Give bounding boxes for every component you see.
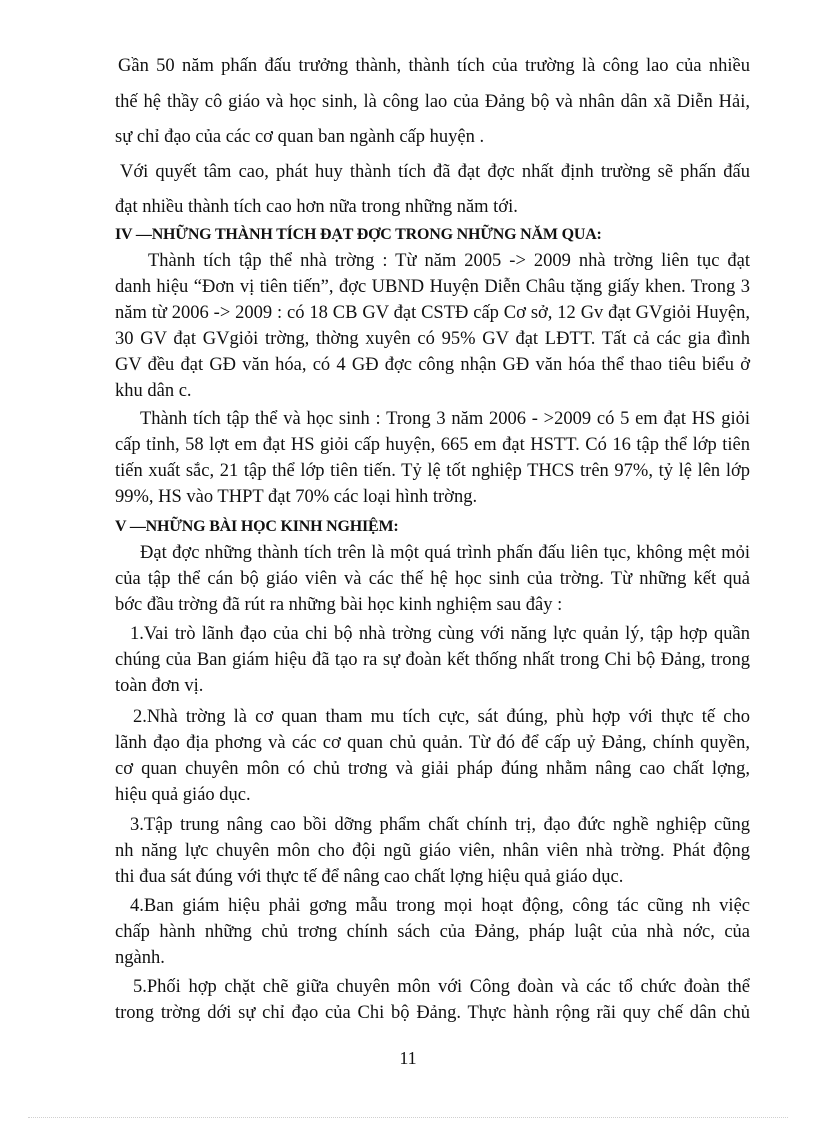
body-line-1: Gần 50 năm phấn đấu trưởng thành, thành tích của trường là công lao của nhiều (118, 56, 750, 76)
body-line-4: Với quyết tâm cao, phát huy thành tích đã đạt đợc nhất định trường sẽ phấn đấu (120, 162, 750, 182)
body-line-10: 30 GV đạt GVgiỏi trờng, thờng xuyên có 95% GV đạt LĐTT. Tất cả các gia đình (115, 329, 750, 349)
body-line-7: Thành tích tập thể nhà trờng : Từ năm 2005 -> 2009 nhà trờng liên tục đạt (148, 251, 750, 271)
item-4-line-1: 4.Ban giám hiệu phải gơng mẫu trong mọi hoạt động, công tác cũng nh việc (130, 896, 750, 916)
page-border (28, 1117, 788, 1118)
item-4-line-2: chấp hành những chủ trơng chính sách của Đảng, pháp luật của nhà nớc, của (115, 922, 750, 942)
body-line-18: Đạt đợc những thành tích trên là một quá trình phấn đấu liên tục, không mệt mỏi (140, 543, 750, 563)
section-heading-v: V —NHỮNG BÀI HỌC KINH NGHIỆM: (115, 518, 399, 535)
body-line-3: sự chỉ đạo của các cơ quan ban ngành cấp huyện . (115, 127, 485, 147)
body-line-16: 99%, HS vào THPT đạt 70% các loại hình trờng. (115, 487, 478, 507)
body-line-20: bớc đầu trờng đã rút ra những bài học kinh nghiệm sau đây : (115, 595, 563, 615)
body-line-19: của tập thể cán bộ giáo viên và các thế hệ học sinh của trờng. Từ những kết quả (115, 569, 750, 589)
body-line-11: GV đều đạt GĐ văn hóa, có 4 GĐ đợc công nhận GĐ văn hóa thể thao tiêu biểu ở (115, 355, 750, 375)
body-line-9: năm từ 2006 -> 2009 : có 18 CB GV đạt CSTĐ cấp Cơ sở, 12 Gv đạt GVgiỏi Huyện, (115, 303, 750, 323)
body-line-5: đạt nhiều thành tích cao hơn nữa trong những năm tới. (115, 197, 518, 217)
item-3-line-3: thi đua sát đúng với thực tế để nâng cao chất lợng hiệu quả giáo dục. (115, 867, 624, 887)
body-line-13: Thành tích tập thể và học sinh : Trong 3 năm 2006 - >2009 có 5 em đạt HS giỏi (140, 409, 750, 429)
body-line-14: cấp tỉnh, 58 lợt em đạt HS giỏi cấp huyện, 665 em đạt HSTT. Có 16 tập thể lớp tiên (115, 435, 750, 455)
item-4-line-3: ngành. (115, 948, 165, 968)
body-line-15: tiến xuất sắc, 21 tập thể lớp tiên tiến. Tỷ lệ tốt nghiệp THCS trên 97%, tỷ lệ lên lớp (115, 461, 750, 481)
item-1-line-3: toàn đơn vị. (115, 676, 204, 696)
item-2-line-1: 2.Nhà trờng là cơ quan tham mu tích cực, sát đúng, phù hợp với thực tế cho (133, 707, 750, 727)
item-5-line-1: 5.Phối hợp chặt chẽ giữa chuyên môn với Công đoàn và các tổ chức đoàn thể (133, 977, 750, 997)
item-1-line-1: 1.Vai trò lãnh đạo của chi bộ nhà trờng cùng với năng lực quản lý, tập hợp quần (130, 624, 750, 644)
body-line-8: danh hiệu “Đơn vị tiên tiến”, đợc UBND Huyện Diễn Châu tặng giấy khen. Trong 3 (115, 277, 750, 297)
item-2-line-4: hiệu quả giáo dục. (115, 785, 251, 805)
item-3-line-2: nh năng lực chuyên môn cho đội ngũ giáo viên, nhân viên nhà trờng. Phát động (115, 841, 750, 861)
item-3-line-1: 3.Tập trung nâng cao bồi dỡng phẩm chất chính trị, đạo đức nghề nghiệp cũng (130, 815, 750, 835)
page-number: 11 (399, 1048, 417, 1068)
section-heading-iv: IV —NHỮNG THÀNH TÍCH ĐẠT ĐỢC TRONG NHỮNG NĂM QUA: (115, 226, 602, 243)
body-line-12: khu dân c. (115, 381, 192, 401)
item-1-line-2: chúng của Ban giám hiệu đã tạo ra sự đoàn kết thống nhất trong Chi bộ Đảng, trong (115, 650, 750, 670)
item-5-line-2: trong trờng dới sự chỉ đạo của Chi bộ Đảng. Thực hành rộng rãi quy chế dân chủ (115, 1003, 750, 1023)
body-line-2: thế hệ thầy cô giáo và học sinh, là công lao của Đảng bộ và nhân dân xã Diễn Hải, (115, 92, 750, 112)
item-2-line-3: cơ quan chuyên môn có chủ trơng và giải pháp đúng nhằm nâng cao chất lợng, (115, 759, 750, 779)
item-2-line-2: lãnh đạo địa phơng và các cơ quan chủ quản. Từ đó để cấp uỷ Đảng, chính quyền, (115, 733, 750, 753)
